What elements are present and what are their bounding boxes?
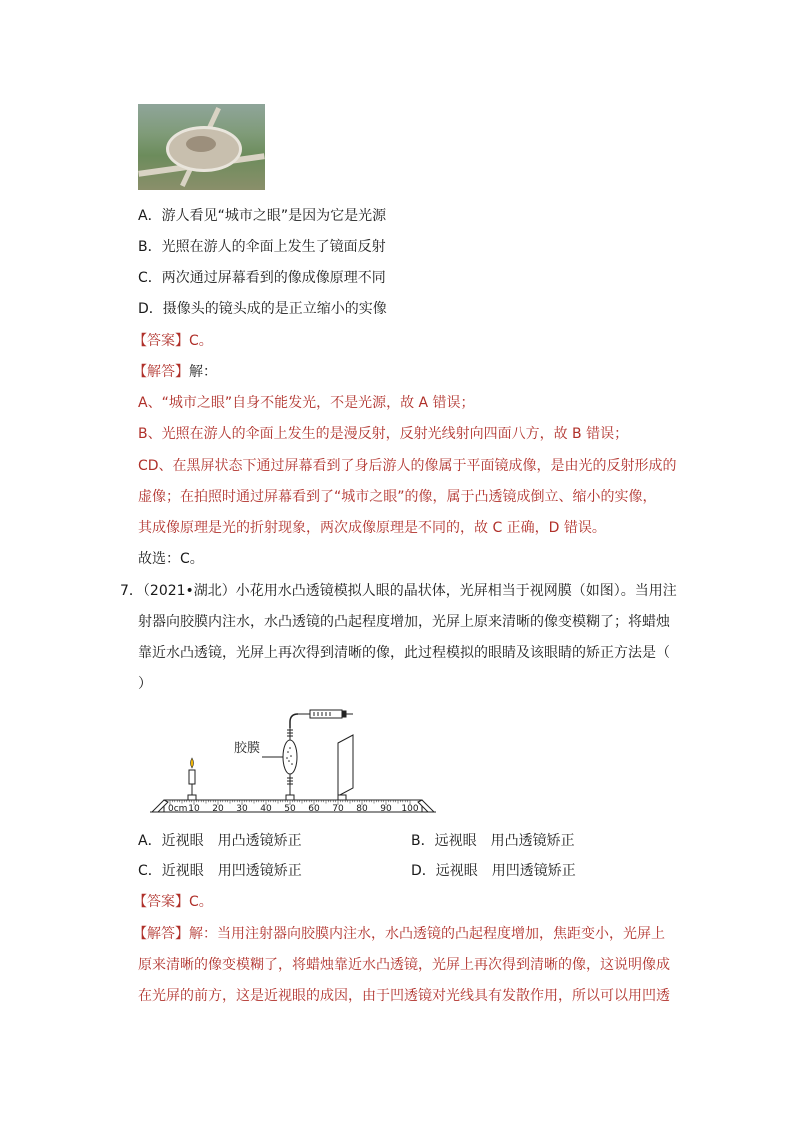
syringe-icon [290,710,353,728]
q7-stem-line: 靠近水凸透镜，光屏上再次得到清晰的像，此过程模拟的眼睛及该眼睛的矫正方法是（ [138,645,670,661]
solution-text: 解：当用注射器向胶膜内注水，水凸透镜的凸起程度增加，焦距变小，光屏上 [189,926,665,942]
answer-value: C。 [189,333,213,349]
candle-icon [188,758,196,800]
ruler-tick-label: 100 [401,804,419,814]
solution-tag: 【解答】 [133,364,189,380]
q6-answer [133,331,213,351]
q6-solution-line: B、光照在游人的伞面上发生的是漫反射，反射光线射向四面八方，故 B 错误； [138,426,629,442]
q6-option-c: C．两次通过屏幕看到的像成像原理不同 [138,270,386,286]
lens-holder-tube [287,728,293,740]
q7-solution-line: 在光屏的前方，这是近视眼的成因，由于凹透镜对光线具有发散作用，所以可以用凹透 [138,988,670,1004]
q7-solution-line: 原来清晰的像变模糊了，将蜡烛靠近水凸透镜，光屏上再次得到清晰的像，这说明像成 [138,957,670,973]
ruler-tick-label: 50 [284,804,296,814]
q6-option-a: A．游人看见“城市之眼”是因为它是光源 [138,208,387,224]
city-eye-photo [138,104,265,190]
solution-intro: 解： [189,364,217,380]
membrane-label: 胶膜 [234,741,261,756]
answer-tag: 【答案】 [133,333,189,349]
q6-solution-line: CD、在黑屏状态下通过屏幕看到了身后游人的像属于平面镜成像，是由光的反射形成的 [138,458,677,474]
ruler-tick-label: 70 [332,804,344,814]
q7-solution-line-1 [133,924,665,944]
q7-option-c: C．近视眼 用凹透镜矫正 [138,863,302,879]
ruler-tick-label: 60 [308,804,320,814]
q7-stem-line: ） [138,676,152,692]
q7-option-a: A．近视眼 用凸透镜矫正 [138,833,302,849]
q6-solution-line: 虚像；在拍照时通过屏幕看到了“城市之眼”的像，属于凸透镜成倒立、缩小的实像， [138,489,657,505]
q6-solution-header [133,362,217,382]
light-screen-icon [338,735,353,800]
solution-tag: 【解答】 [133,926,189,942]
answer-tag: 【答案】 [133,894,189,910]
ruler-tick-label: 0cm [168,804,188,814]
q7-answer [133,892,213,912]
q6-option-d: D．摄像头的镜头成的是正立缩小的实像 [138,301,387,317]
q7-stem-line: 7．（2021•湖北）小花用水凸透镜模拟人眼的晶状体，光屏相当于视网膜（如图）。当用注 [120,583,677,599]
q6-option-b: B．光照在游人的伞面上发生了镜面反射 [138,239,386,255]
ruler-tick-label: 30 [236,804,248,814]
answer-value: C。 [189,894,213,910]
q7-option-b: B．远视眼 用凸透镜矫正 [411,833,575,849]
ruler-tick-label: 40 [260,804,272,814]
ruler-tick-label: 80 [356,804,368,814]
ruler-tick-label: 90 [380,804,392,814]
q6-solution-line: A、“城市之眼”自身不能发光，不是光源，故 A 错误； [138,395,475,411]
ruler-tick-label: 20 [212,804,224,814]
optical-bench-figure [148,700,438,815]
q7-stem-line: 射器向胶膜内注水，水凸透镜的凸起程度增加，光屏上原来清晰的像变模糊了；将蜡烛 [138,614,670,630]
q6-choose: 故选：C。 [138,551,204,567]
q7-option-d: D．远视眼 用凹透镜矫正 [411,863,576,879]
water-lens-icon [283,740,297,774]
ruler-tick-label: 10 [188,804,200,814]
q6-solution-line: 其成像原理是光的折射现象，两次成像原理是不同的，故 C 正确，D 错误。 [138,520,606,536]
